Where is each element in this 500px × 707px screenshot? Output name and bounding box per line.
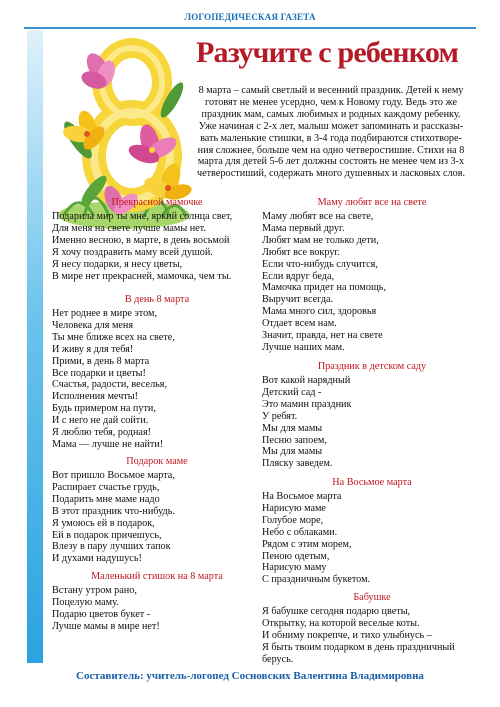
poem-title: На Восьмое марта [332, 477, 412, 488]
decorative-side-bar [27, 30, 43, 663]
poem-line: Лучше наших мам. [262, 341, 345, 353]
poem-line: Любят все вокруг. [262, 246, 341, 258]
poem-line: Поцелую маму. [52, 596, 119, 608]
poem-line: Выручит всегда. [262, 294, 334, 306]
poem-title: Маленький стишок на 8 марта [91, 571, 223, 582]
poem-line: Встану утром рано, [52, 585, 137, 596]
poem-line: Маму любят все на свете, [262, 211, 374, 222]
poem-line: Открытку, на которой веселые коты. [262, 617, 420, 629]
poem-line: В этот праздник что-нибудь. [52, 505, 175, 517]
intro-line: ния сложнее, больше чем на одно четверостишие. Стихи на 8 [197, 144, 465, 156]
poem-line: Вот какой нарядный [262, 375, 351, 386]
poem-line: В мире нет прекрасней, мамочка, чем ты. [52, 270, 232, 282]
poem-line: Я быть твоим подарком в день праздничный [262, 641, 455, 653]
poem-title: Праздник в детском саду [317, 361, 427, 372]
poem-line: Ты мне ближе всех на свете, [52, 331, 175, 343]
poem-line: И духами надушусь! [52, 553, 142, 565]
poem-line: берусь. [262, 653, 294, 665]
poem-line: Если что-нибудь случится, [262, 258, 378, 270]
poem-line: И с него не дай сойти. [52, 415, 149, 427]
poem-line: Пеною одетым, [262, 550, 330, 562]
poem-line: Отдает всем нам. [262, 318, 337, 330]
poem-line: Это мамин праздник [262, 398, 352, 410]
poem-line: Все подарки и цветы! [52, 367, 146, 379]
intro-line: праздник мам, самых любимых и родных каждому ребенку. [201, 108, 461, 120]
newspaper-title: ЛОГОПЕДИЧЕСКАЯ ГАЗЕТА [184, 12, 316, 22]
poem-on-march-eighth [262, 477, 482, 586]
poem-line: Детский сад - [262, 386, 322, 398]
poem-beautiful-mommy [52, 197, 262, 282]
header-divider [24, 27, 476, 29]
intro-line: готовят не менее усердно, чем к Новому году. Ведь это же [205, 96, 457, 108]
intro-line: 8 марта – самый светлый и весенний праздник. Детей к нему [198, 85, 464, 96]
poem-line: На Восьмое марта [262, 491, 342, 502]
poem-line: Рядом с этим морем, [262, 538, 352, 550]
poem-line: Нарисую маме [262, 502, 326, 514]
poem-line: Мама много сил, здоровья [262, 306, 377, 318]
poem-line: Мамочка придет на помощь, [262, 282, 386, 294]
poem-line: Прими, в день 8 марта [52, 355, 150, 367]
poem-line: Исполнения мечты! [52, 391, 139, 403]
poem-line: Подарила мир ты мне, яркий солнца свет, [52, 211, 233, 222]
poem-line: Я бабушке сегодня подарю цветы, [262, 606, 411, 617]
poem-line: Влезу в пару лучших тапок [52, 541, 171, 553]
poem-line: Для меня на свете лучше мамы нет. [52, 222, 206, 234]
poem-line: Голубое море, [262, 514, 324, 526]
poem-march-8-day [52, 294, 262, 451]
poem-line: Счастья, радости, веселья, [52, 379, 168, 391]
poem-line: И обниму покрепче, и тихо улыбнусь – [262, 629, 432, 641]
intro-line: вать маленькие стишки, в 3-4 года подбираются стихотворе- [200, 132, 462, 144]
poem-line: Мы для мамы [262, 422, 323, 434]
poem-line: Я несу подарки, я несу цветы, [52, 258, 183, 270]
poem-line: Я умоюсь ей в подарок, [52, 517, 155, 529]
poem-everyone-loves-mom [262, 197, 482, 354]
poem-kindergarten-holiday [262, 361, 482, 470]
poem-line: Вот пришло Восьмое марта, [52, 470, 175, 481]
intro-line: четверостиший, содержать много душевных и ласковых слов. [196, 168, 466, 180]
poem-line: Мы для мамы [262, 446, 323, 458]
poem-title: В день 8 марта [124, 294, 190, 305]
poem-title: Подарок маме [126, 456, 188, 467]
poem-title: Маму любят все на свете [317, 197, 427, 208]
article-intro [180, 85, 482, 180]
poem-line: И живу я для тебя! [52, 343, 134, 355]
poem-line: Именно весною, в марте, в день восьмой [52, 234, 230, 246]
poem-line: Ей в подарок причешусь, [52, 529, 162, 541]
poem-line: Я люблю тебя, родная! [52, 427, 152, 439]
compiler-credit: Составитель: учитель-логопед Сосновских Валентина Владимировна [76, 670, 424, 682]
poem-gift-for-mom [52, 456, 262, 565]
intro-line: Уже начиная с 2-х лет, малыш может запоминать и рассказы- [198, 120, 464, 132]
poem-title: Прекрасной мамочке [111, 197, 203, 208]
poem-line: Небо с облаками. [262, 526, 338, 538]
poem-line: Подарю цветов букет - [52, 608, 151, 620]
poem-line: Мама — лучше не найти! [52, 438, 164, 450]
poem-line: У ребят. [262, 410, 298, 422]
poem-line: Будь примером на пути, [52, 403, 156, 415]
poem-line: Лучше мамы в мире нет! [52, 620, 160, 632]
poem-title: Бабушке [353, 592, 391, 603]
intro-line: марта для детей 5-6 лет должны состоять не менее чем из 3-х [197, 156, 465, 168]
poem-line: Мама первый друг. [262, 222, 345, 234]
poem-line: Распирает счастье грудь, [52, 481, 160, 493]
poem-line: С праздничным букетом. [262, 574, 371, 586]
poem-line: Я хочу поздравить маму всей душой. [52, 246, 213, 258]
poem-line: Значит, правда, нет на свете [262, 330, 383, 342]
poem-line: Песню запоем, [262, 434, 327, 446]
poem-line: Пляску заведем. [262, 458, 333, 470]
poem-for-grandmother [262, 592, 482, 666]
poem-line: Если вдруг беда, [262, 270, 335, 282]
poem-line: Подарить мне маме надо [52, 493, 160, 505]
poem-line: Нарисую маму [262, 562, 327, 574]
poem-line: Человека для меня [52, 319, 134, 331]
poem-line: Нет роднее в мире этом, [52, 308, 157, 319]
poem-small-verse-march-8 [52, 571, 262, 633]
article-title: Разучите с ребенком [196, 36, 459, 69]
poem-line: Любят мам не только дети, [262, 234, 379, 246]
